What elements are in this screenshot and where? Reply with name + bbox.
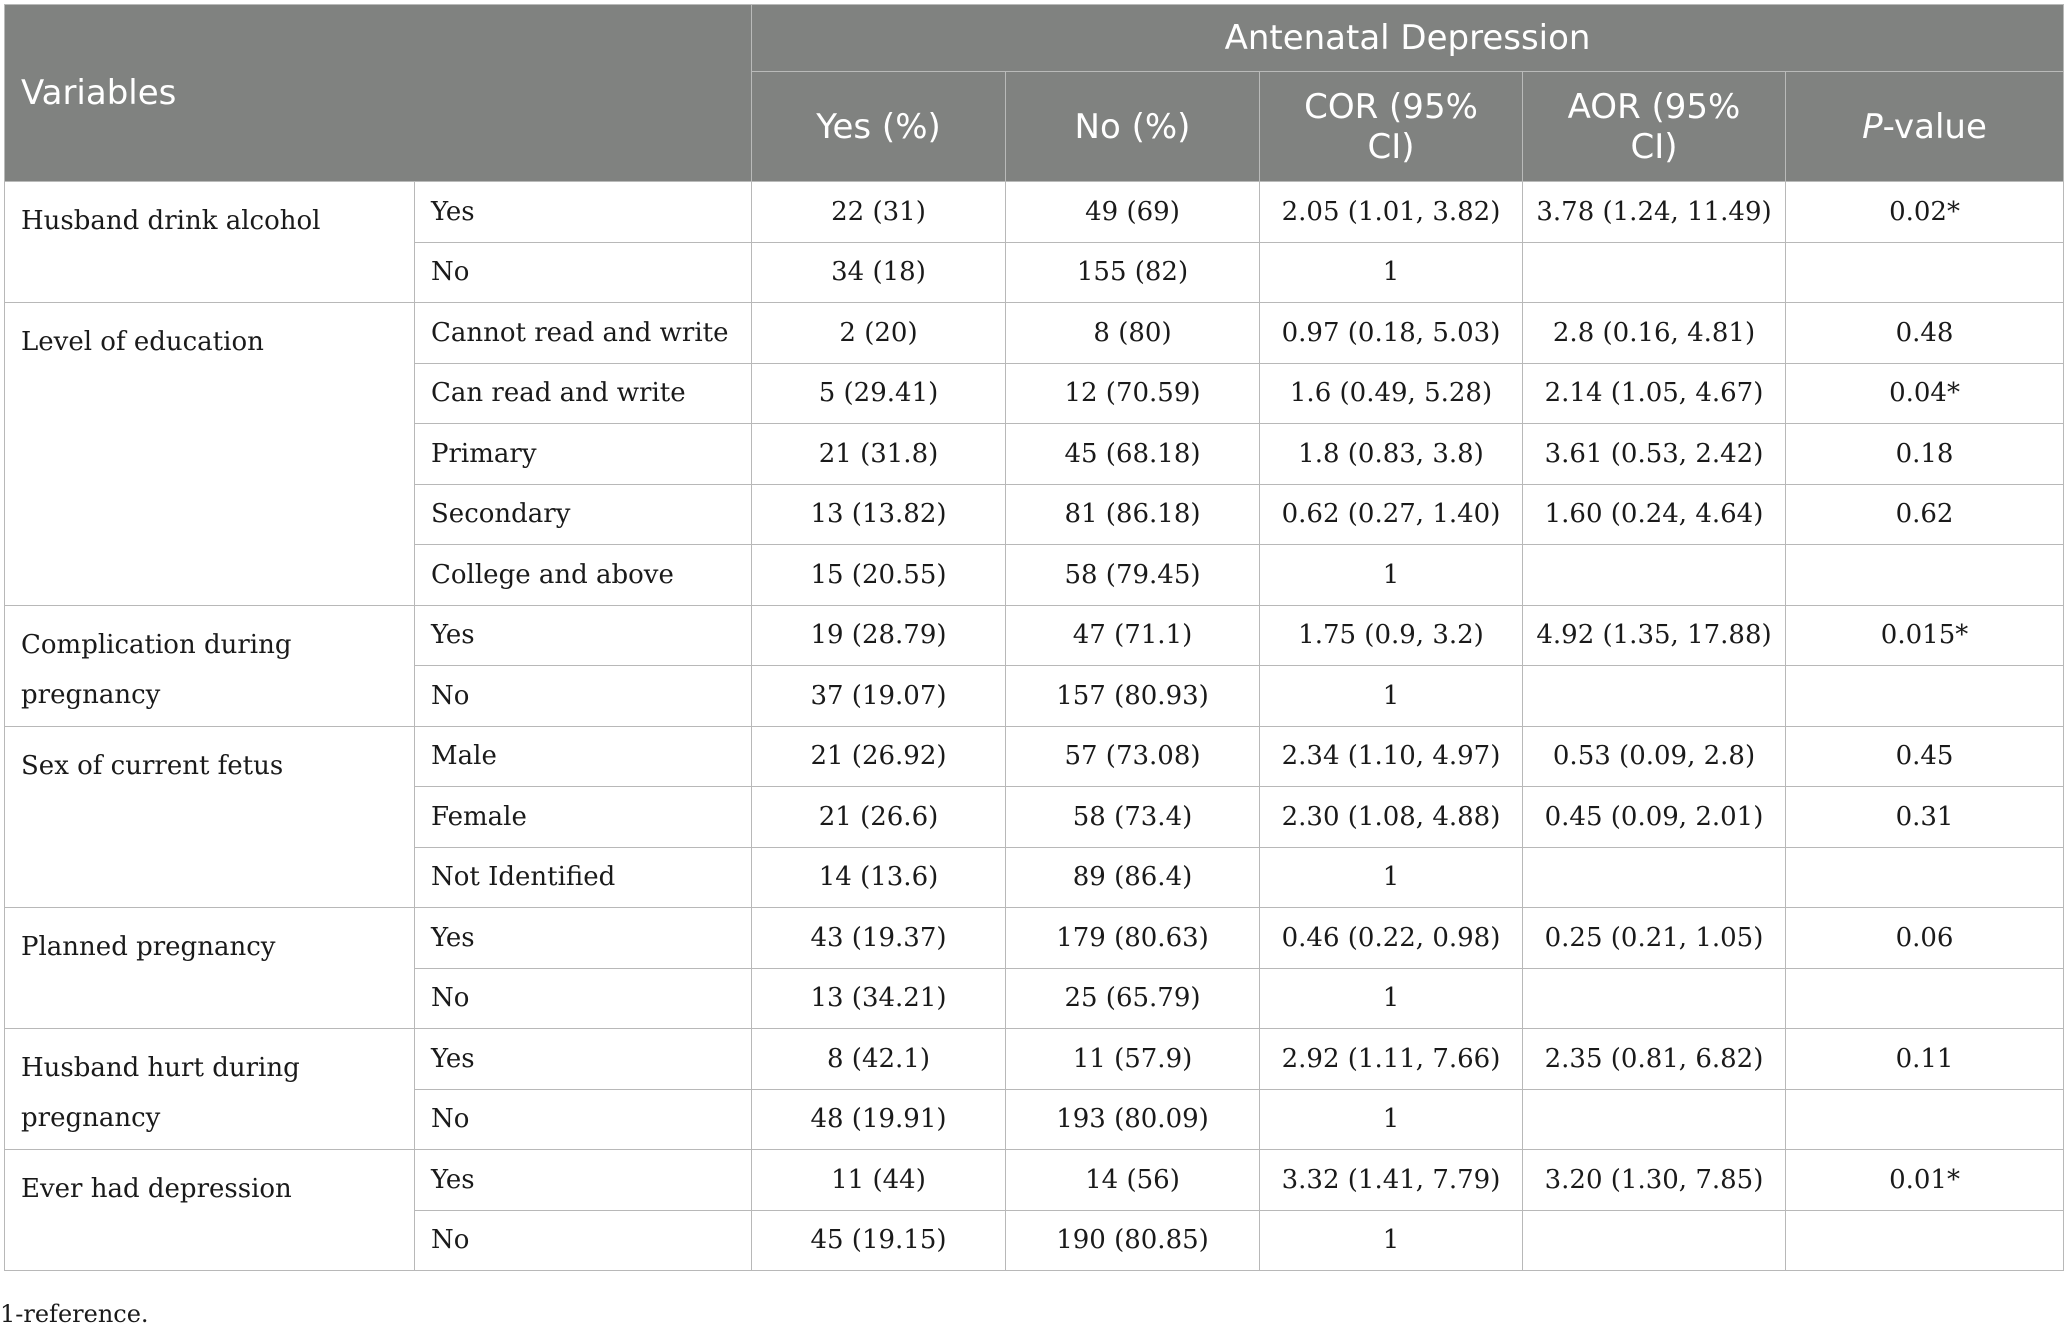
- yes-count-cell: 21 (26.92): [752, 726, 1006, 787]
- category-cell: Secondary: [415, 484, 752, 545]
- no-count-cell: 89 (86.4): [1006, 847, 1260, 908]
- cor-cell: 2.92 (1.11, 7.66): [1260, 1029, 1523, 1090]
- header-antenatal-depression: Antenatal Depression: [752, 5, 2064, 72]
- category-cell: Cannot read and write: [415, 303, 752, 364]
- yes-count-cell: 43 (19.37): [752, 908, 1006, 969]
- variable-name-cell: Sex of current fetus: [5, 726, 415, 908]
- no-count-cell: 179 (80.63): [1006, 908, 1260, 969]
- yes-count-cell: 37 (19.07): [752, 666, 1006, 727]
- aor-cell: 0.25 (0.21, 1.05): [1523, 908, 1786, 969]
- no-count-cell: 25 (65.79): [1006, 968, 1260, 1029]
- variable-name-cell: Ever had depression: [5, 1150, 415, 1271]
- table-row: [5, 182, 2064, 243]
- no-count-cell: 58 (79.45): [1006, 545, 1260, 606]
- category-cell: Male: [415, 726, 752, 787]
- yes-count-cell: 8 (42.1): [752, 1029, 1006, 1090]
- p-value-cell: 0.45: [1786, 726, 2064, 787]
- header-cor-line1: COR (95%: [1304, 86, 1478, 127]
- aor-cell: [1523, 242, 1786, 303]
- header-no: No (%): [1006, 72, 1260, 182]
- variable-name-cell: Planned pregnancy: [5, 908, 415, 1029]
- yes-count-cell: 13 (34.21): [752, 968, 1006, 1029]
- p-value-cell: 0.01*: [1786, 1150, 2064, 1211]
- aor-cell: 2.35 (0.81, 6.82): [1523, 1029, 1786, 1090]
- aor-cell: 3.61 (0.53, 2.42): [1523, 424, 1786, 485]
- cor-cell: 0.46 (0.22, 0.98): [1260, 908, 1523, 969]
- cor-cell: 1: [1260, 847, 1523, 908]
- table-row: [5, 303, 2064, 364]
- variable-name-cell: Complication during pregnancy: [5, 605, 415, 726]
- cor-cell: 1: [1260, 968, 1523, 1029]
- variable-name-cell: Husband drink alcohol: [5, 182, 415, 303]
- results-table-container: [4, 4, 2063, 1271]
- aor-cell: 1.60 (0.24, 4.64): [1523, 484, 1786, 545]
- p-value-cell: 0.31: [1786, 787, 2064, 848]
- aor-cell: [1523, 1210, 1786, 1271]
- cor-cell: 1.75 (0.9, 3.2): [1260, 605, 1523, 666]
- no-count-cell: 47 (71.1): [1006, 605, 1260, 666]
- no-count-cell: 8 (80): [1006, 303, 1260, 364]
- aor-cell: [1523, 968, 1786, 1029]
- yes-count-cell: 14 (13.6): [752, 847, 1006, 908]
- category-cell: Yes: [415, 1150, 752, 1211]
- p-value-cell: [1786, 1089, 2064, 1150]
- table-row: [5, 726, 2064, 787]
- category-cell: Yes: [415, 908, 752, 969]
- no-count-cell: 14 (56): [1006, 1150, 1260, 1211]
- yes-count-cell: 19 (28.79): [752, 605, 1006, 666]
- no-count-cell: 193 (80.09): [1006, 1089, 1260, 1150]
- no-count-cell: 155 (82): [1006, 242, 1260, 303]
- yes-count-cell: 21 (31.8): [752, 424, 1006, 485]
- header-aor-line2: CI): [1630, 126, 1678, 167]
- header-cor: [1260, 72, 1523, 182]
- no-count-cell: 157 (80.93): [1006, 666, 1260, 727]
- aor-cell: [1523, 545, 1786, 606]
- aor-cell: 2.14 (1.05, 4.67): [1523, 363, 1786, 424]
- yes-count-cell: 15 (20.55): [752, 545, 1006, 606]
- yes-count-cell: 45 (19.15): [752, 1210, 1006, 1271]
- yes-count-cell: 5 (29.41): [752, 363, 1006, 424]
- p-value-cell: 0.18: [1786, 424, 2064, 485]
- aor-cell: 3.20 (1.30, 7.85): [1523, 1150, 1786, 1211]
- variable-name-cell: Husband hurt during pregnancy: [5, 1029, 415, 1150]
- aor-cell: [1523, 1089, 1786, 1150]
- cor-cell: 1.6 (0.49, 5.28): [1260, 363, 1523, 424]
- category-cell: Female: [415, 787, 752, 848]
- no-count-cell: 81 (86.18): [1006, 484, 1260, 545]
- aor-cell: 4.92 (1.35, 17.88): [1523, 605, 1786, 666]
- category-cell: Not Identified: [415, 847, 752, 908]
- aor-cell: 0.45 (0.09, 2.01): [1523, 787, 1786, 848]
- aor-cell: 0.53 (0.09, 2.8): [1523, 726, 1786, 787]
- no-count-cell: 11 (57.9): [1006, 1029, 1260, 1090]
- category-cell: College and above: [415, 545, 752, 606]
- p-value-cell: 0.02*: [1786, 182, 2064, 243]
- category-cell: No: [415, 1089, 752, 1150]
- header-aor: [1523, 72, 1786, 182]
- p-value-cell: [1786, 847, 2064, 908]
- p-value-cell: [1786, 968, 2064, 1029]
- p-value-cell: [1786, 545, 2064, 606]
- aor-cell: 3.78 (1.24, 11.49): [1523, 182, 1786, 243]
- aor-cell: [1523, 847, 1786, 908]
- category-cell: Primary: [415, 424, 752, 485]
- aor-cell: [1523, 666, 1786, 727]
- category-cell: No: [415, 666, 752, 727]
- yes-count-cell: 13 (13.82): [752, 484, 1006, 545]
- p-value-cell: 0.06: [1786, 908, 2064, 969]
- yes-count-cell: 2 (20): [752, 303, 1006, 364]
- table-row: [5, 1150, 2064, 1211]
- header-p-rest: -value: [1882, 106, 1987, 147]
- p-value-cell: 0.62: [1786, 484, 2064, 545]
- category-cell: Yes: [415, 605, 752, 666]
- cor-cell: 2.34 (1.10, 4.97): [1260, 726, 1523, 787]
- cor-cell: 1: [1260, 1210, 1523, 1271]
- table-row: [5, 1029, 2064, 1090]
- header-p-italic: P: [1862, 106, 1883, 147]
- cor-cell: 1: [1260, 242, 1523, 303]
- cor-cell: 3.32 (1.41, 7.79): [1260, 1150, 1523, 1211]
- p-value-cell: 0.04*: [1786, 363, 2064, 424]
- no-count-cell: 45 (68.18): [1006, 424, 1260, 485]
- p-value-cell: 0.11: [1786, 1029, 2064, 1090]
- cor-cell: 2.30 (1.08, 4.88): [1260, 787, 1523, 848]
- category-cell: No: [415, 1210, 752, 1271]
- variable-name-cell: Level of education: [5, 303, 415, 606]
- header-p-value: [1786, 72, 2064, 182]
- table-row: [5, 605, 2064, 666]
- cor-cell: 1: [1260, 666, 1523, 727]
- aor-cell: 2.8 (0.16, 4.81): [1523, 303, 1786, 364]
- category-cell: Yes: [415, 1029, 752, 1090]
- p-value-cell: [1786, 666, 2064, 727]
- cor-cell: 1.8 (0.83, 3.8): [1260, 424, 1523, 485]
- header-yes: Yes (%): [752, 72, 1006, 182]
- header-aor-line1: AOR (95%: [1567, 86, 1741, 127]
- cor-cell: 0.97 (0.18, 5.03): [1260, 303, 1523, 364]
- no-count-cell: 58 (73.4): [1006, 787, 1260, 848]
- category-cell: Can read and write: [415, 363, 752, 424]
- header-cor-line2: CI): [1367, 126, 1415, 167]
- table-footnote: 1-reference.: [0, 1300, 149, 1328]
- no-count-cell: 12 (70.59): [1006, 363, 1260, 424]
- table-row: [5, 908, 2064, 969]
- cor-cell: 1: [1260, 1089, 1523, 1150]
- header-variables: Variables: [5, 5, 752, 182]
- no-count-cell: 49 (69): [1006, 182, 1260, 243]
- cor-cell: 0.62 (0.27, 1.40): [1260, 484, 1523, 545]
- p-value-cell: [1786, 242, 2064, 303]
- category-cell: Yes: [415, 182, 752, 243]
- no-count-cell: 57 (73.08): [1006, 726, 1260, 787]
- cor-cell: 1: [1260, 545, 1523, 606]
- antenatal-depression-table: [4, 4, 2064, 1271]
- no-count-cell: 190 (80.85): [1006, 1210, 1260, 1271]
- p-value-cell: 0.015*: [1786, 605, 2064, 666]
- table-body: [5, 182, 2064, 1271]
- p-value-cell: 0.48: [1786, 303, 2064, 364]
- category-cell: No: [415, 968, 752, 1029]
- yes-count-cell: 48 (19.91): [752, 1089, 1006, 1150]
- cor-cell: 2.05 (1.01, 3.82): [1260, 182, 1523, 243]
- yes-count-cell: 21 (26.6): [752, 787, 1006, 848]
- table-header: [5, 5, 2064, 182]
- yes-count-cell: 22 (31): [752, 182, 1006, 243]
- yes-count-cell: 34 (18): [752, 242, 1006, 303]
- category-cell: No: [415, 242, 752, 303]
- yes-count-cell: 11 (44): [752, 1150, 1006, 1211]
- p-value-cell: [1786, 1210, 2064, 1271]
